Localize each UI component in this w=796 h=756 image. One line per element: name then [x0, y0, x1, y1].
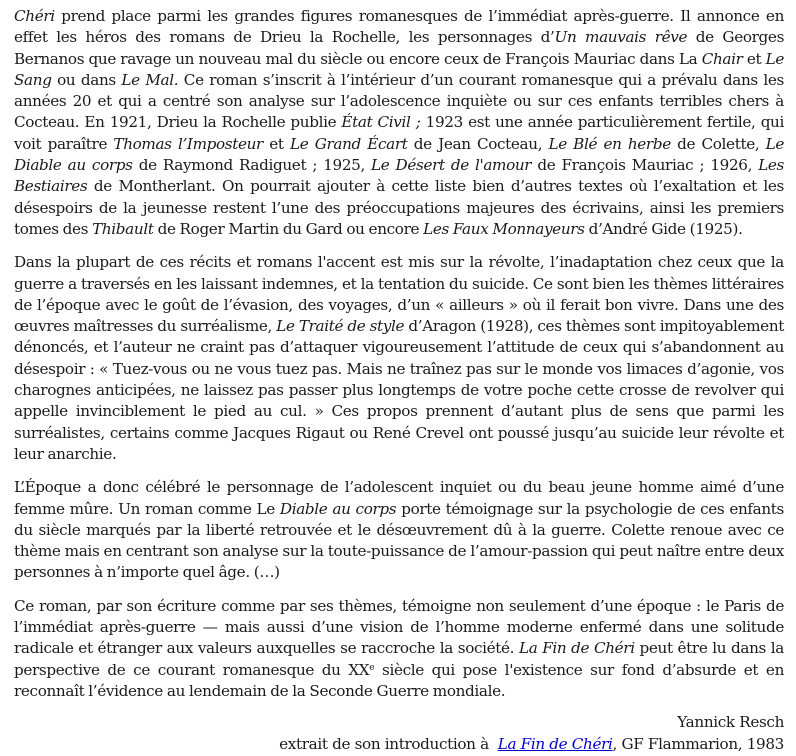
text-run: de Roger Martin du Gard ou encore: [153, 219, 424, 238]
text-run: de Montherlant. On pourrait ajouter à cette liste bien d’autres textes où l’exaltation et les désespoirs de la jeunesse restent l’une des préoccupations majeures des écrivains, ainsi les premiers tomes des: [14, 177, 784, 238]
author-name: Yannick Resch: [677, 713, 784, 732]
text-run: d’André Gide (1925).: [584, 219, 743, 238]
paragraph: [14, 596, 784, 702]
text-body: [14, 6, 784, 702]
italic-title: Chair: [701, 49, 743, 68]
text-run: de Jean Cocteau,: [407, 134, 549, 153]
text-run: porte témoignage sur la psychologie de ces enfants du siècle marqués par la liberté retrouvée et le désœuvrement dû à la guerre. Colette renoue avec ce thème mais en centrant son analyse sur la toute-puissance de l’amour-passion qui peut naître entre deux personnes à n’importe quel âge. (…): [14, 499, 784, 582]
text-run: d’Aragon (1928), ces thèmes sont impitoyablement dénoncés, et l’auteur ne craint pas d’attaquer vigoureusement l’attitude de ceux qui s’abandonnent au désespoir : « Tuez-vous ou ne vous tuez pas. Mais ne traînez pas sur le monde vos limaces d’agonie, vos charognes anticipées, ne laissez pas passer plus longtemps de votre poche cette crosse de revolver qui appelle invinciblement le pied au cul. » Ces propos prennent d’autant plus de sens que parmi les surréalistes, certains comme Jacques Rigaut ou René Crevel ont poussé jusqu’au suicide leur révolte et leur anarchie.: [14, 317, 785, 463]
italic-title: Le Blé en herbe: [548, 134, 671, 153]
text-run: de Raymond Radiguet ; 1925,: [132, 156, 372, 175]
text-run: de François Mauriac ; 1926,: [531, 156, 759, 175]
text-run: ou dans: [51, 70, 122, 89]
italic-title: Le Mal.: [121, 70, 179, 89]
italic-title: La Fin de Chéri: [518, 639, 635, 658]
text-run: et: [742, 49, 766, 68]
italic-title: Le Diable au corps: [14, 134, 785, 175]
source-line: [14, 734, 784, 755]
superscript: e: [369, 662, 375, 673]
paragraph: [14, 6, 784, 240]
text-run: Dans la plupart de ces récits et romans l'accent est mis sur la révolte, l’inadaptation chez ceux que la guerre a traversés en les laissant indemnes, et la tentation du suicide. Ce sont bien les thèmes littéraires de l’époque avec le goût de l’évasion, des voyages, d’un « ailleurs » où il ferait bon vivre. Dans une des œuvres maîtresses du surréalisme,: [14, 253, 784, 336]
text-run: de Colette,: [670, 134, 766, 153]
italic-title: Le Sang: [14, 49, 784, 89]
text-run: et: [262, 134, 291, 153]
text-run: prend place parmi les grandes figures romanesques de l’immédiat après-guerre. Il annonce en effet les héros des romans de Drieu la Rochelle, les personnages d’: [14, 7, 784, 47]
italic-title: Le Grand Écart: [290, 134, 408, 153]
source-prefix: extrait de son introduction à: [279, 734, 494, 753]
book-link[interactable]: La Fin de Chéri: [497, 734, 613, 753]
italic-title: Un mauvais rêve: [554, 28, 688, 47]
source-suffix: , GF Flammarion, 1983: [612, 734, 784, 753]
paragraph: [14, 252, 784, 465]
text-run: Ce roman, par son écriture comme par ses thèmes, témoigne non seulement d’une époque : le Paris de l’immédiat après-guerre — mais aussi d’une vision de l’homme moderne enfermé dans une solitude radicale et étranger aux valeurs auxquelles se raccroche la société.: [14, 596, 784, 658]
italic-title: Les Faux Monnayeurs: [423, 219, 585, 238]
text-run: de Georges Bernanos que ravage un nouveau mal du siècle ou encore ceux de François Mauriac dans La: [14, 28, 785, 68]
text-run: siècle qui pose l'existence sur fond d’absurde et en reconnaît l’évidence au lendemain de la Seconde Guerre mondiale.: [14, 660, 784, 700]
italic-title: État Civil ;: [341, 113, 421, 132]
signature-block: [14, 712, 784, 755]
text-run: 1923 est une année particulièrement fertile, qui voit paraître: [14, 113, 785, 153]
italic-title: Thibault: [92, 219, 154, 238]
italic-title: Diable au corps: [279, 499, 397, 518]
text-run: L’Époque a donc célébré le personnage de l’adolescent inquiet ou du beau jeune homme aimé d’une femme mûre. Un roman comme Le: [14, 478, 784, 518]
italic-title: Chéri: [14, 7, 55, 25]
italic-title: Thomas l’Imposteur: [113, 134, 263, 153]
italic-title: Le Traité de style: [276, 317, 405, 336]
paragraph: [14, 477, 784, 583]
text-run: peut être lu dans la perspective de ce courant romanesque du XX: [14, 639, 784, 679]
text-run: Ce roman s’inscrit à l’intérieur d’un courant romanesque qui a prévalu dans les années 20 et qui a centré son analyse sur l’adolescence inquiète ou sur ces enfants terribles chers à Cocteau. En 1921, Drieu la Rochelle publie: [14, 70, 784, 132]
italic-title: Le Désert de l'amour: [371, 156, 532, 175]
italic-title: Les Bestiaires: [14, 156, 785, 196]
